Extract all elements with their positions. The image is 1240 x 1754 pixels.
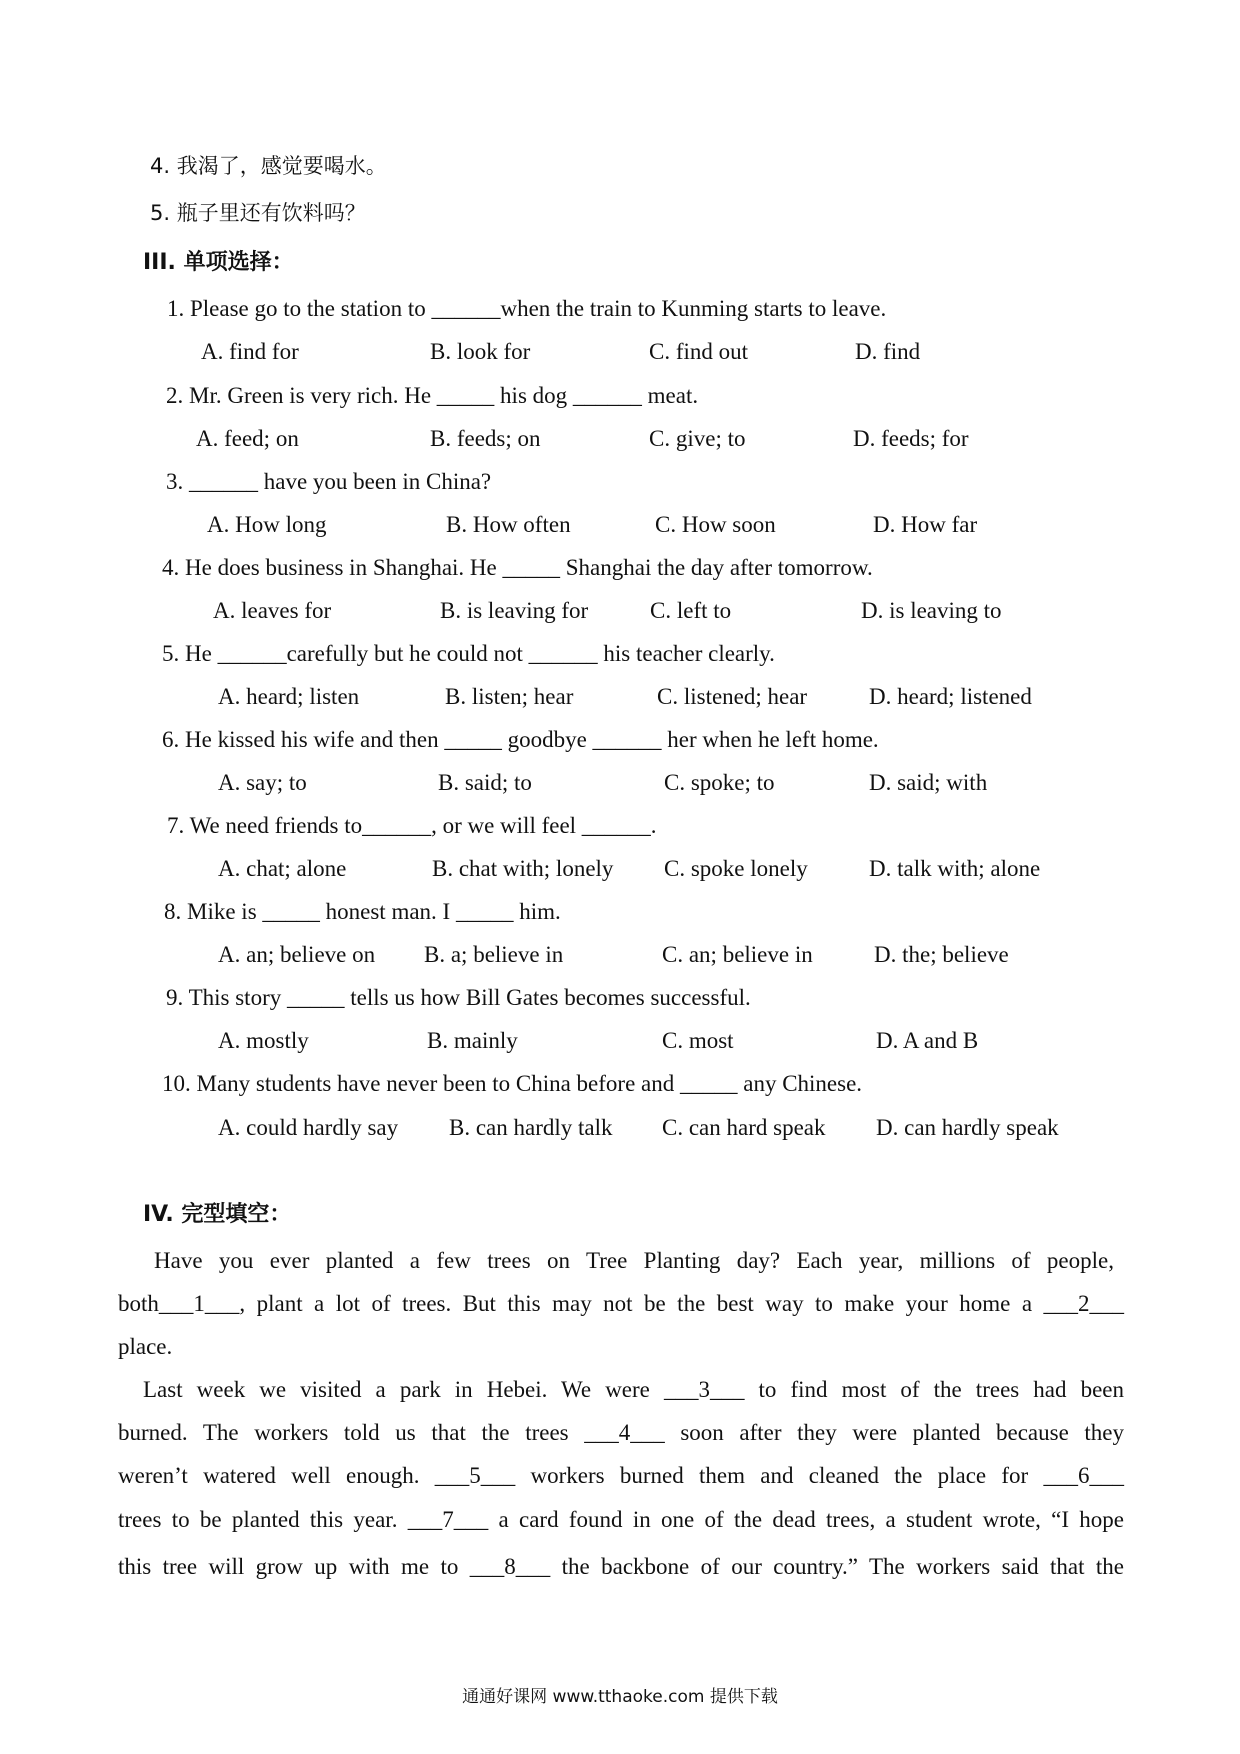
question-3-option-b: B. How often (446, 512, 571, 537)
question-3-option-c: C. How soon (655, 512, 776, 537)
question-7-option-d: D. talk with; alone (869, 856, 1041, 881)
page-footer: 通通好课网 www.tthaoke.com 提供下载 (462, 1687, 778, 1707)
question-10-stem: 10. Many students have never been to China before and _____ any Chinese. (162, 1071, 863, 1096)
question-8-option-c: C. an; believe in (662, 942, 813, 967)
section-4-title: IV. 完型填空： (143, 1202, 292, 1227)
question-4-option-d: D. is leaving to (861, 598, 1002, 623)
question-9-option-b: B. mainly (427, 1028, 518, 1053)
question-4-option-c: C. left to (650, 598, 732, 623)
question-6-option-a: A. say; to (218, 770, 307, 795)
question-7-stem: 7. We need friends to______, or we will feel ______. (167, 813, 657, 838)
question-2-option-a: A. feed; on (196, 426, 299, 451)
question-10-option-b: B. can hardly talk (449, 1115, 613, 1140)
question-9-option-d: D. A and B (876, 1028, 979, 1053)
question-8-option-d: D. the; believe (874, 942, 1009, 967)
question-6-option-c: C. spoke; to (664, 770, 775, 795)
cloze-line-5: burned. The workers told us that the trees ___4___ soon after they were planted because they (118, 1420, 1124, 1445)
question-7-option-b: B. chat with; lonely (432, 856, 614, 881)
cloze-line-8: this tree will grow up with me to ___8___ the backbone of our country.” The workers said that the (118, 1554, 1124, 1579)
question-4-option-b: B. is leaving for (440, 598, 589, 623)
question-3-option-a: A. How long (207, 512, 327, 537)
cloze-line-6: weren’t watered well enough. ___5___ workers burned them and cleaned the place for ___6___ (118, 1463, 1124, 1488)
question-9-stem: 9. This story _____ tells us how Bill Gates becomes successful. (166, 985, 751, 1010)
question-6-option-b: B. said; to (438, 770, 532, 795)
question-1-option-c: C. find out (649, 339, 749, 364)
question-10-option-d: D. can hardly speak (876, 1115, 1059, 1140)
question-4-option-a: A. leaves for (213, 598, 332, 623)
question-7-option-a: A. chat; alone (218, 856, 347, 881)
question-5-stem: 5. He ______carefully but he could not ______ his teacher clearly. (162, 641, 775, 666)
question-2-stem: 2. Mr. Green is very rich. He _____ his dog ______ meat. (166, 383, 699, 408)
question-5-option-d: D. heard; listened (869, 684, 1032, 709)
question-1-option-d: D. find (855, 339, 921, 364)
question-3-option-d: D. How far (873, 512, 978, 537)
question-8-stem: 8. Mike is _____ honest man. I _____ him. (164, 899, 561, 924)
question-5-option-a: A. heard; listen (218, 684, 360, 709)
question-7-option-c: C. spoke lonely (664, 856, 808, 881)
cloze-line-1: Have you ever planted a few trees on Tree Planting day? Each year, millions of people, (154, 1248, 1114, 1273)
question-5-option-b: B. listen; hear (445, 684, 574, 709)
question-6-stem: 6. He kissed his wife and then _____ goodbye ______ her when he left home. (162, 727, 879, 752)
cloze-line-2: both___1___, plant a lot of trees. But this may not be the best way to make your home a ___2___ (118, 1291, 1124, 1316)
question-8-option-b: B. a; believe in (424, 942, 564, 967)
question-3-stem: 3. ______ have you been in China? (166, 469, 492, 494)
question-5-option-c: C. listened; hear (657, 684, 808, 709)
cloze-line-3: place. (118, 1334, 173, 1359)
question-1-option-a: A. find for (201, 339, 299, 364)
translation-item-4: 4. 我渴了，感觉要喝水。 (150, 154, 387, 178)
question-2-option-b: B. feeds; on (430, 426, 541, 451)
cloze-line-7: trees to be planted this year. ___7___ a card found in one of the dead trees, a student wrote, “I hope (118, 1507, 1124, 1532)
cloze-line-4: Last week we visited a park in Hebei. We were ___3___ to find most of the trees had been (143, 1377, 1124, 1402)
question-2-option-c: C. give; to (649, 426, 746, 451)
question-4-stem: 4. He does business in Shanghai. He _____ Shanghai the day after tomorrow. (162, 555, 873, 580)
question-9-option-c: C. most (662, 1028, 734, 1053)
section-3-title: III. 单项选择： (143, 250, 294, 275)
translation-item-5: 5. 瓶子里还有饮料吗？ (150, 201, 366, 225)
question-2-option-d: D. feeds; for (853, 426, 969, 451)
question-9-option-a: A. mostly (218, 1028, 309, 1053)
question-1-stem: 1. Please go to the station to ______when the train to Kunming starts to leave. (167, 296, 887, 321)
question-10-option-a: A. could hardly say (218, 1115, 399, 1140)
question-10-option-c: C. can hard speak (662, 1115, 826, 1140)
question-6-option-d: D. said; with (869, 770, 988, 795)
question-1-option-b: B. look for (430, 339, 531, 364)
question-8-option-a: A. an; believe on (218, 942, 376, 967)
